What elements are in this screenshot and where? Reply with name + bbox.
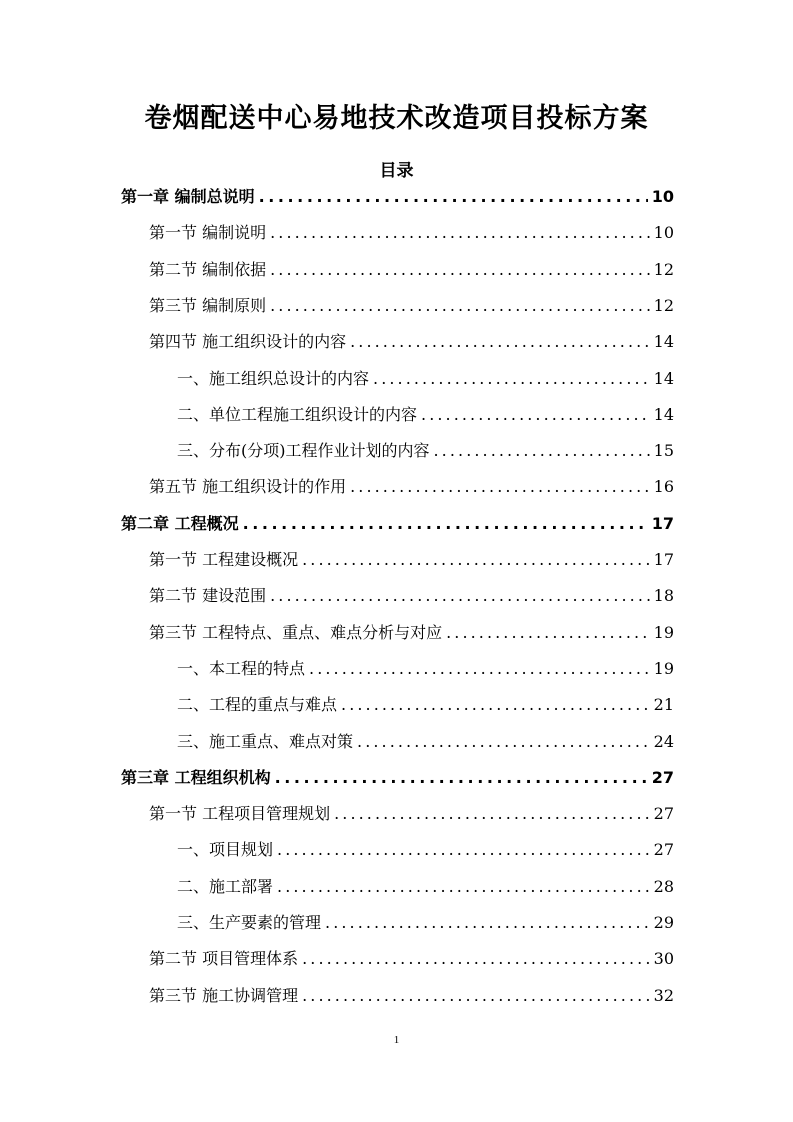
toc-entry-page-number: 30 bbox=[653, 949, 674, 969]
toc-entry-label: 三、施工重点、难点对策 bbox=[177, 731, 354, 751]
toc-leader-dots bbox=[334, 804, 650, 823]
toc-entry-page-number: 27 bbox=[653, 804, 674, 824]
toc-entry-page-number: 17 bbox=[653, 550, 674, 569]
toc-entry-label: 第二节 建设范围 bbox=[149, 586, 267, 606]
footer-page-number: 1 bbox=[393, 1034, 400, 1046]
toc-leader-dots bbox=[277, 840, 650, 859]
toc-entry-label: 第四节 施工组织设计的内容 bbox=[149, 332, 347, 352]
toc-entry-page-number: 10 bbox=[651, 187, 674, 206]
toc-leader-dots bbox=[270, 586, 650, 605]
toc-leader-dots bbox=[270, 223, 650, 242]
toc-entry[interactable] bbox=[149, 620, 674, 644]
toc-leader-dots bbox=[275, 768, 648, 787]
toc-entry-page-number: 21 bbox=[653, 695, 674, 715]
toc-entry-page-number: 24 bbox=[653, 731, 674, 751]
toc-leader-dots bbox=[302, 949, 650, 968]
toc-entry-label: 一、施工组织总设计的内容 bbox=[177, 368, 370, 388]
toc-entry-label: 第三节 工程特点、重点、难点分析与对应 bbox=[149, 622, 443, 642]
toc-leader-dots bbox=[350, 332, 650, 351]
toc-entry[interactable] bbox=[149, 801, 674, 825]
toc-leader-dots bbox=[341, 695, 650, 714]
toc-entry-page-number: 16 bbox=[653, 477, 674, 497]
toc-leader-dots bbox=[325, 913, 650, 932]
toc-entry-page-number: 17 bbox=[651, 513, 674, 533]
toc-entry-label: 一、本工程的特点 bbox=[177, 658, 306, 678]
toc-entry[interactable] bbox=[149, 583, 674, 607]
toc-leader-dots bbox=[270, 260, 650, 279]
toc-entry[interactable] bbox=[121, 511, 674, 535]
toc-entry[interactable] bbox=[177, 438, 674, 462]
toc-entry[interactable] bbox=[177, 366, 674, 390]
toc-entry-label: 第三节 施工协调管理 bbox=[149, 985, 299, 1005]
toc-entry-label: 二、单位工程施工组织设计的内容 bbox=[177, 404, 418, 424]
toc-leader-dots bbox=[421, 405, 650, 424]
toc-leader-dots bbox=[434, 441, 650, 460]
toc-leader-dots bbox=[373, 369, 650, 388]
toc-entry[interactable] bbox=[149, 257, 674, 281]
document-title: 卷烟配送中心易地技术改造项目投标方案 bbox=[144, 103, 649, 134]
toc-entry-page-number: 19 bbox=[653, 622, 674, 642]
toc-leader-dots bbox=[277, 877, 650, 896]
toc-entry[interactable] bbox=[121, 184, 674, 208]
toc-entry[interactable] bbox=[149, 220, 674, 244]
toc-entry-label: 第二节 项目管理体系 bbox=[149, 949, 299, 969]
toc-entry[interactable] bbox=[149, 547, 674, 571]
toc-leader-dots bbox=[243, 514, 648, 533]
toc-entry[interactable] bbox=[149, 983, 674, 1007]
toc-entry-page-number: 14 bbox=[653, 368, 674, 388]
toc-leader-dots bbox=[270, 296, 650, 315]
toc-entry[interactable] bbox=[177, 402, 674, 426]
toc-entry[interactable] bbox=[149, 946, 674, 970]
toc-entry[interactable] bbox=[177, 910, 674, 934]
toc-leader-dots bbox=[259, 187, 648, 206]
toc-entry[interactable] bbox=[177, 729, 674, 753]
toc-entry-label: 第三章 工程组织机构 bbox=[121, 767, 271, 787]
toc-entry-page-number: 15 bbox=[653, 441, 674, 461]
toc-entry-label: 第二节 编制依据 bbox=[149, 259, 267, 279]
toc-leader-dots bbox=[446, 623, 650, 642]
toc-entry-label: 三、分布(分项)工程作业计划的内容 bbox=[177, 441, 430, 461]
toc-entry-page-number: 14 bbox=[653, 332, 674, 352]
toc-leader-dots bbox=[302, 550, 650, 569]
toc-entry-page-number: 32 bbox=[653, 985, 674, 1005]
toc-leader-dots bbox=[350, 477, 650, 496]
toc-entry-page-number: 12 bbox=[653, 295, 674, 315]
toc-entry-label: 第一节 编制说明 bbox=[149, 223, 267, 243]
toc-leader-dots bbox=[302, 986, 650, 1005]
toc-entry[interactable] bbox=[149, 293, 674, 317]
toc-leader-dots bbox=[357, 732, 650, 751]
toc-entry-label: 二、工程的重点与难点 bbox=[177, 695, 338, 715]
toc-entry[interactable] bbox=[177, 837, 674, 861]
toc-entry-page-number: 27 bbox=[653, 840, 674, 860]
toc-entry-label: 第一节 工程建设概况 bbox=[149, 550, 299, 569]
toc-entry[interactable] bbox=[149, 474, 674, 498]
toc-entry[interactable] bbox=[177, 656, 674, 680]
toc-entry-page-number: 12 bbox=[653, 259, 674, 279]
toc-entry-page-number: 10 bbox=[653, 223, 674, 243]
toc-entry-page-number: 28 bbox=[653, 876, 674, 896]
toc-entry-page-number: 19 bbox=[653, 658, 674, 678]
toc-entry-page-number: 29 bbox=[653, 913, 674, 932]
toc-heading: 目录 bbox=[379, 161, 414, 181]
toc-entry-label: 第一节 工程项目管理规划 bbox=[149, 804, 331, 824]
toc-entry-label: 二、施工部署 bbox=[177, 876, 274, 896]
toc-entry[interactable] bbox=[177, 692, 674, 716]
toc-entry-label: 第五节 施工组织设计的作用 bbox=[149, 477, 347, 497]
toc-entry[interactable] bbox=[149, 329, 674, 353]
toc-entry-page-number: 14 bbox=[653, 404, 674, 424]
toc-entry[interactable] bbox=[121, 765, 674, 789]
toc-entry-page-number: 18 bbox=[653, 586, 674, 606]
toc-entry-label: 第一章 编制总说明 bbox=[121, 187, 255, 206]
toc-leader-dots bbox=[309, 659, 650, 678]
toc-entry-label: 一、项目规划 bbox=[177, 840, 274, 860]
toc-entry-label: 第三节 编制原则 bbox=[149, 295, 267, 315]
toc-entry[interactable] bbox=[177, 874, 674, 898]
toc-entry-label: 第二章 工程概况 bbox=[121, 513, 239, 533]
toc-entry-page-number: 27 bbox=[651, 767, 674, 787]
toc-entry-label: 三、生产要素的管理 bbox=[177, 913, 322, 932]
